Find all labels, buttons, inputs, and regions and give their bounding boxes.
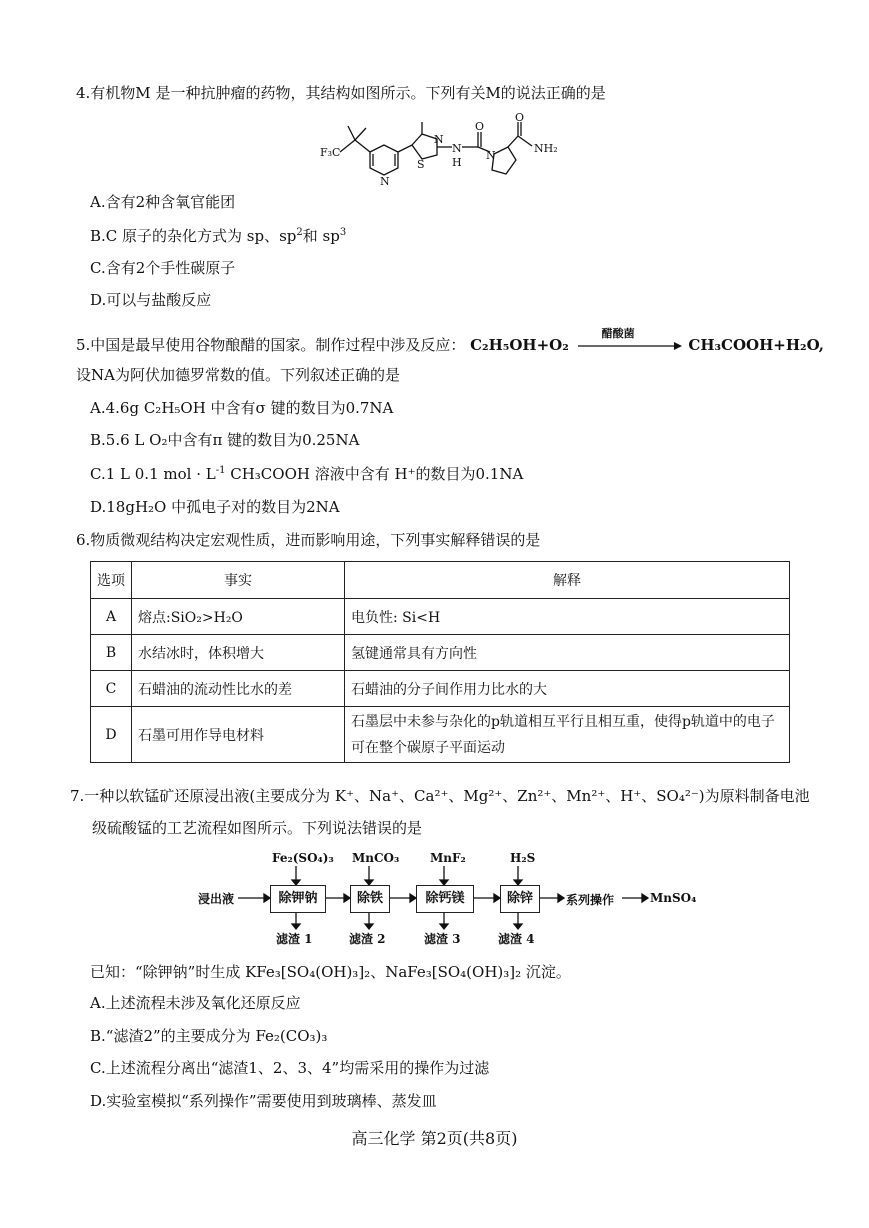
nh2-label: NH₂ (534, 142, 558, 155)
urea-o-label: O (475, 120, 485, 133)
q4-option-d: D.可以与盐酸反应 (90, 291, 212, 309)
q7-option-d: D.实验室模拟“系列操作”需要使用到玻璃棒、蒸发皿 (90, 1092, 437, 1110)
thiazole-n-label: N (434, 133, 444, 146)
q4-structure-diagram (300, 112, 580, 192)
thiazole-s-label: S (417, 158, 425, 171)
q5-option-a: A.4.6g C₂H₅OH 中含有σ 键的数目为0.7NA (90, 399, 394, 417)
pyridine-n-label: N (380, 175, 390, 188)
flow-residue-4: 滤渣 4 (498, 932, 535, 946)
amide-o-label: O (515, 112, 525, 124)
q7-option-b: B.“滤渣2”的主要成分为 Fe₂(CO₃)₃ (90, 1027, 328, 1045)
flow-box-3: 除钙镁 (416, 885, 474, 913)
flow-reagent-3: MnF₂ (430, 851, 466, 865)
table-header-fact: 事实 (132, 562, 345, 599)
q4-stem: 4.有机物M 是一种抗肿瘤的药物，其结构如图所示。下列有关M的说法正确的是 (76, 84, 606, 102)
q6-stem: 6.物质微观结构决定宏观性质，进而影响用途，下列事实解释错误的是 (76, 531, 541, 549)
flow-box-4: 除锌 (500, 885, 540, 913)
q5-reactant: C₂H₅OH+O₂ (470, 336, 569, 354)
q7-known: 已知：“除钾钠”时生成 KFe₃[SO₄(OH)₃]₂、NaFe₃[SO₄(OH)₃]₂ 沉淀。 (90, 963, 571, 981)
q6-table (90, 561, 790, 763)
table-row: D 石墨可用作导电材料 石墨层中未参与杂化的p轨道相互平行且相互重，使得p轨道中的电子可在整个碳原子平面运动 (91, 707, 790, 763)
q5-option-c: C.1 L 0.1 mol · $L^{-1}$ CH₃COOH 溶液中含有 H⁺的数目为0.1NA (90, 465, 524, 483)
amide-n-label: N (452, 142, 462, 155)
flow-start: 浸出液 (198, 892, 235, 906)
q4-option-a: A.含有2种含氧官能团 (90, 193, 236, 211)
q5-arrow (574, 327, 684, 356)
q7-option-a: A.上述流程未涉及氧化还原反应 (90, 994, 301, 1012)
q4-option-b: B.C 原子的杂化方式为 sp、$sp^2$和 $sp^3$ (90, 227, 347, 245)
q4-option-c: C.含有2个手性碳原子 (90, 259, 236, 277)
flow-reagent-2: MnCO₃ (352, 851, 400, 865)
pyrrolidine-n-label: N (486, 149, 496, 162)
flow-after: 系列操作 (566, 893, 615, 907)
flow-residue-1: 滤渣 1 (276, 932, 313, 946)
table-row: C 石蜡油的流动性比水的差 石蜡油的分子间作用力比水的大 (91, 671, 790, 707)
flow-residue-3: 滤渣 3 (424, 932, 461, 946)
table-row: A 熔点:SiO₂>H₂O 电负性: Si<H (91, 599, 790, 635)
q5-stem-line1: 5.中国是最早使用谷物酿醋的国家。制作过程中涉及反应： C₂H₅OH+O₂ 醋酸菌 CH₃COOH+H₂O, (76, 335, 824, 356)
flow-reagent-1: Fe₂(SO₄)₃ (272, 851, 334, 865)
flow-box-1: 除钾钠 (270, 885, 326, 913)
amide-h-label: H (452, 156, 462, 169)
table-row: B 水结冰时，体积增大 氢键通常具有方向性 (91, 635, 790, 671)
q7-option-c: C.上述流程分离出“滤渣1、2、3、4”均需采用的操作为过滤 (90, 1059, 490, 1077)
table-header-option: 选项 (91, 562, 132, 599)
flow-reagent-4: H₂S (510, 851, 536, 865)
q5-option-d: D.18gH₂O 中孤电子对的数目为2NA (90, 498, 340, 516)
q5-option-b: B.5.6 L O₂中含有π 键的数目为0.25NA (90, 431, 360, 449)
q5-catalyst: 醋酸菌 (601, 327, 635, 340)
flow-end: MnSO₄ (650, 891, 697, 905)
table-header-explain: 解释 (345, 562, 790, 599)
page-footer: 高三化学 第2页(共8页) (351, 1129, 518, 1148)
q5-product: CH₃COOH+H₂O, (688, 336, 825, 354)
flow-residue-2: 滤渣 2 (349, 932, 386, 946)
q7-stem-line1: 7.一种以软锰矿还原浸出液(主要成分为 K⁺、Na⁺、Ca²⁺、Mg²⁺、Zn²⁺、Mn²⁺、H⁺、SO₄²⁻)为原料制备电池 (70, 787, 810, 805)
q7-stem-line2: 级硫酸锰的工艺流程如图所示。下列说法错误的是 (92, 819, 423, 837)
flow-box-2: 除铁 (350, 885, 390, 913)
q5-stem-line2: 设NA为阿伏加德罗常数的值。下列叙述正确的是 (76, 366, 400, 384)
cf3-label: F₃C (320, 146, 341, 159)
